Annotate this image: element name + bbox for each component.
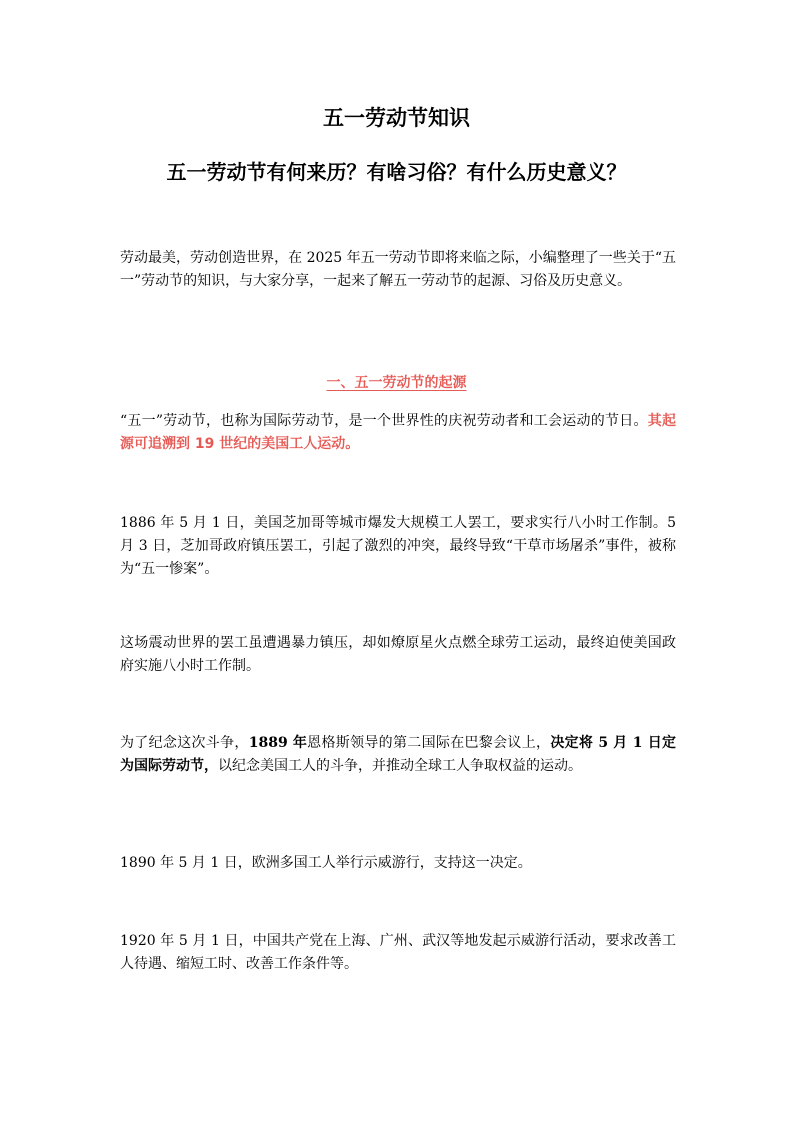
document-subtitle: 五一劳动节有何来历？有啥习俗？有什么历史意义？ — [166, 160, 627, 184]
document-title: 五一劳动节知识 — [323, 106, 470, 130]
origin-paragraph-3: 这场震动世界的罢工虽遭遇暴力镇压，却如燎原星火点燃全球劳工运动，最终迫使美国政府实施八小时工作制。 — [120, 635, 676, 674]
origin-paragraph-4-decision: 决定将 5 月 1 日定为国际劳动节， — [120, 735, 677, 774]
origin-paragraph-1-text: “五一”劳动节，也称为国际劳动节，是一个世界性的庆祝劳动者和工会运动的节日。 — [120, 413, 648, 429]
origin-paragraph-2: 1886 年 5 月 1 日，美国芝加哥等城市爆发大规模工人罢工，要求实行八小时工作制。5 月 3 日，芝加哥政府镇压罢工，引起了激烈的冲突，最终导致“干草市场屠杀”事件，被称为“五一惨案”。 — [120, 515, 676, 577]
section-heading-origin: 一、五一劳动节的起源 — [326, 375, 467, 391]
origin-paragraph-4-year: 1889 年 — [248, 735, 308, 751]
intro-paragraph: 劳动最美，劳动创造世界，在 2025 年五一劳动节即将来临之际，小编整理了一些关于“五一”劳动节的知识，与大家分享，一起来了解五一劳动节的起源、习俗及历史意义。 — [120, 250, 676, 289]
origin-paragraph-5: 1890 年 5 月 1 日，欧洲多国工人举行示威游行，支持这一决定。 — [120, 855, 532, 871]
origin-paragraph-4-part3: 以纪念美国工人的斗争，并推动全球工人争取权益的运动。 — [218, 758, 582, 774]
origin-paragraph-4-part2: 恩格斯领导的第二国际在巴黎会议上， — [307, 735, 551, 751]
origin-paragraph-4 — [120, 732, 676, 778]
origin-paragraph-1 — [120, 410, 676, 456]
origin-highlight-text: 其起源可追溯到 19 世纪的美国工人运动。 — [120, 413, 677, 452]
origin-paragraph-6: 1920 年 5 月 1 日，中国共产党在上海、广州、武汉等地发起示威游行活动，要求改善工人待遇、缩短工时、改善工作条件等。 — [120, 933, 676, 972]
origin-paragraph-4-part1: 为了纪念这次斗争， — [120, 735, 249, 751]
